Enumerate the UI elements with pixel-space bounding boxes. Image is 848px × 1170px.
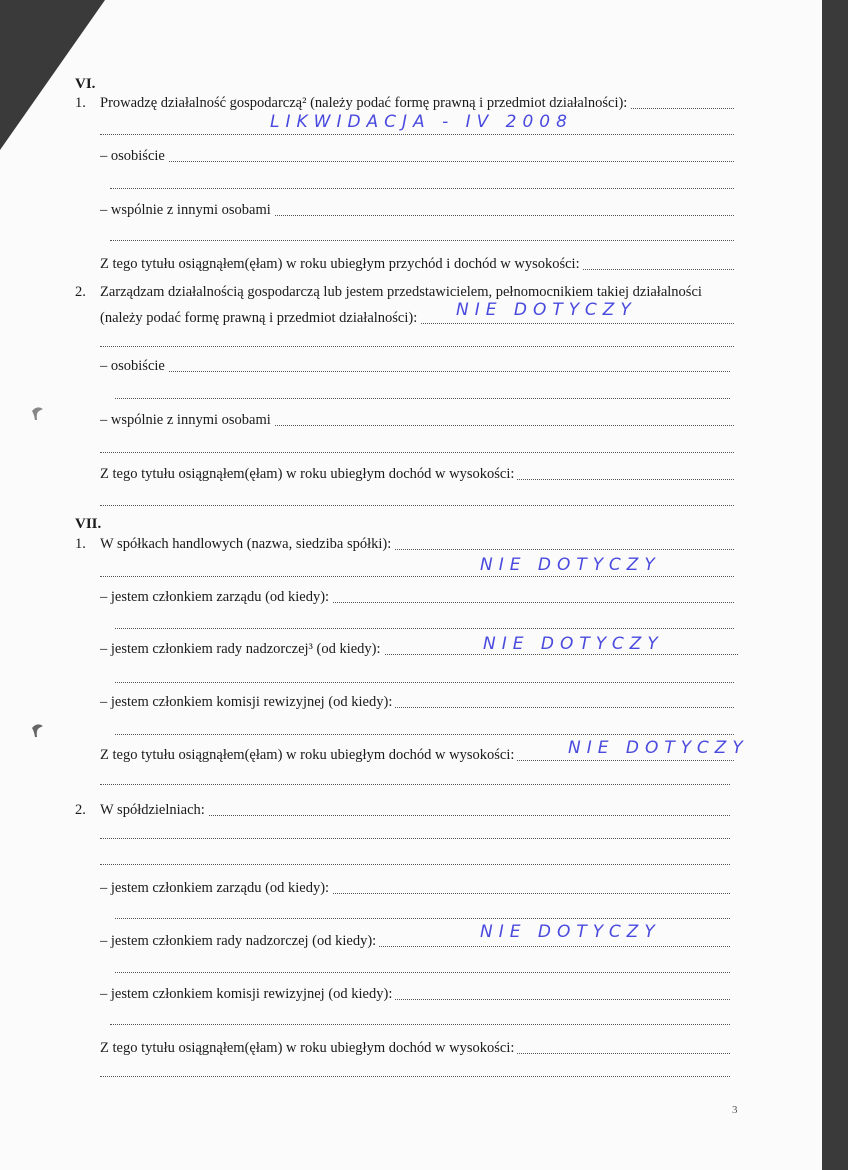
board-line <box>100 880 730 898</box>
answer-line <box>115 396 730 399</box>
handwritten-answer: LIKWIDACJA - IV 2008 <box>270 112 573 132</box>
punch-hole-mark <box>30 722 44 738</box>
answer-line <box>100 782 730 785</box>
business-activity-label: Prowadzę działalność gospodarczą² (należy podać formę prawną i przedmiot działalności): <box>100 95 630 111</box>
jointly-line <box>100 412 734 430</box>
supervisory-label: – jestem członkiem rady nadzorczej³ (od kiedy): <box>100 641 384 657</box>
item-number: 2. <box>75 284 86 300</box>
answer-line <box>110 238 734 241</box>
personal-line <box>100 148 734 166</box>
personal-line <box>100 358 730 376</box>
personal-label: – osobiście <box>100 148 168 164</box>
punch-hole-mark <box>30 405 44 421</box>
management-form-label: (należy podać formę prawną i przedmiot działalności): <box>100 310 420 326</box>
answer-line <box>100 836 730 839</box>
answer-line <box>100 1074 730 1077</box>
answer-line <box>115 680 734 683</box>
handwritten-answer: NIE DOTYCZY <box>568 738 749 758</box>
management-label: Zarządzam działalnością gospodarczą lub jestem przedstawicielem, pełnomocnikiem takiej działalności <box>100 284 705 300</box>
income-line <box>100 256 734 274</box>
income-line <box>100 1040 730 1058</box>
answer-line <box>100 862 730 865</box>
section-vi-heading: VI. <box>75 76 96 92</box>
income-label: Z tego tytułu osiągnąłem(ęłam) w roku ubiegłym dochód w wysokości: <box>100 1040 517 1056</box>
cooperatives-line <box>100 802 730 820</box>
jointly-line <box>100 202 734 220</box>
answer-line <box>100 450 734 453</box>
answer-line <box>115 732 734 735</box>
board-line <box>100 589 734 607</box>
audit-label: – jestem członkiem komisji rewizyjnej (od kiedy): <box>100 986 395 1002</box>
income-label: Z tego tytułu osiągnąłem(ęłam) w roku ubiegłym przychód i dochód w wysokości: <box>100 256 583 272</box>
answer-line <box>100 344 734 347</box>
supervisory-label: – jestem członkiem rady nadzorczej (od kiedy): <box>100 933 379 949</box>
answer-line <box>100 503 734 506</box>
management-form-line <box>100 310 734 328</box>
answer-line <box>100 132 734 135</box>
companies-label: W spółkach handlowych (nazwa, siedziba spółki): <box>100 536 394 552</box>
audit-line <box>100 694 734 712</box>
answer-line <box>110 1022 730 1025</box>
audit-line <box>100 986 730 1004</box>
board-label: – jestem członkiem zarządu (od kiedy): <box>100 880 332 896</box>
answer-line <box>115 916 730 919</box>
page-number: 3 <box>732 1104 738 1116</box>
folded-corner <box>0 0 105 150</box>
business-activity-line <box>100 95 734 113</box>
income-line <box>100 466 734 484</box>
handwritten-answer: NIE DOTYCZY <box>483 634 664 654</box>
companies-line <box>100 536 734 554</box>
personal-label: – osobiście <box>100 358 168 374</box>
jointly-label: – wspólnie z innymi osobami <box>100 202 274 218</box>
item-number: 1. <box>75 95 86 111</box>
answer-line <box>110 186 734 189</box>
handwritten-answer: NIE DOTYCZY <box>480 922 661 942</box>
income-label: Z tego tytułu osiągnąłem(ęłam) w roku ubiegłym dochód w wysokości: <box>100 747 517 763</box>
item-number: 1. <box>75 536 86 552</box>
jointly-label: – wspólnie z innymi osobami <box>100 412 274 428</box>
income-label: Z tego tytułu osiągnąłem(ęłam) w roku ubiegłym dochód w wysokości: <box>100 466 517 482</box>
item-number: 2. <box>75 802 86 818</box>
board-label: – jestem członkiem zarządu (od kiedy): <box>100 589 332 605</box>
answer-line <box>115 970 730 973</box>
management-line <box>100 284 734 302</box>
handwritten-answer: NIE DOTYCZY <box>456 300 637 320</box>
section-vii-heading: VII. <box>75 516 102 532</box>
audit-label: – jestem członkiem komisji rewizyjnej (od kiedy): <box>100 694 395 710</box>
handwritten-answer: NIE DOTYCZY <box>480 555 661 575</box>
answer-line <box>115 626 734 629</box>
cooperatives-label: W spółdzielniach: <box>100 802 208 818</box>
